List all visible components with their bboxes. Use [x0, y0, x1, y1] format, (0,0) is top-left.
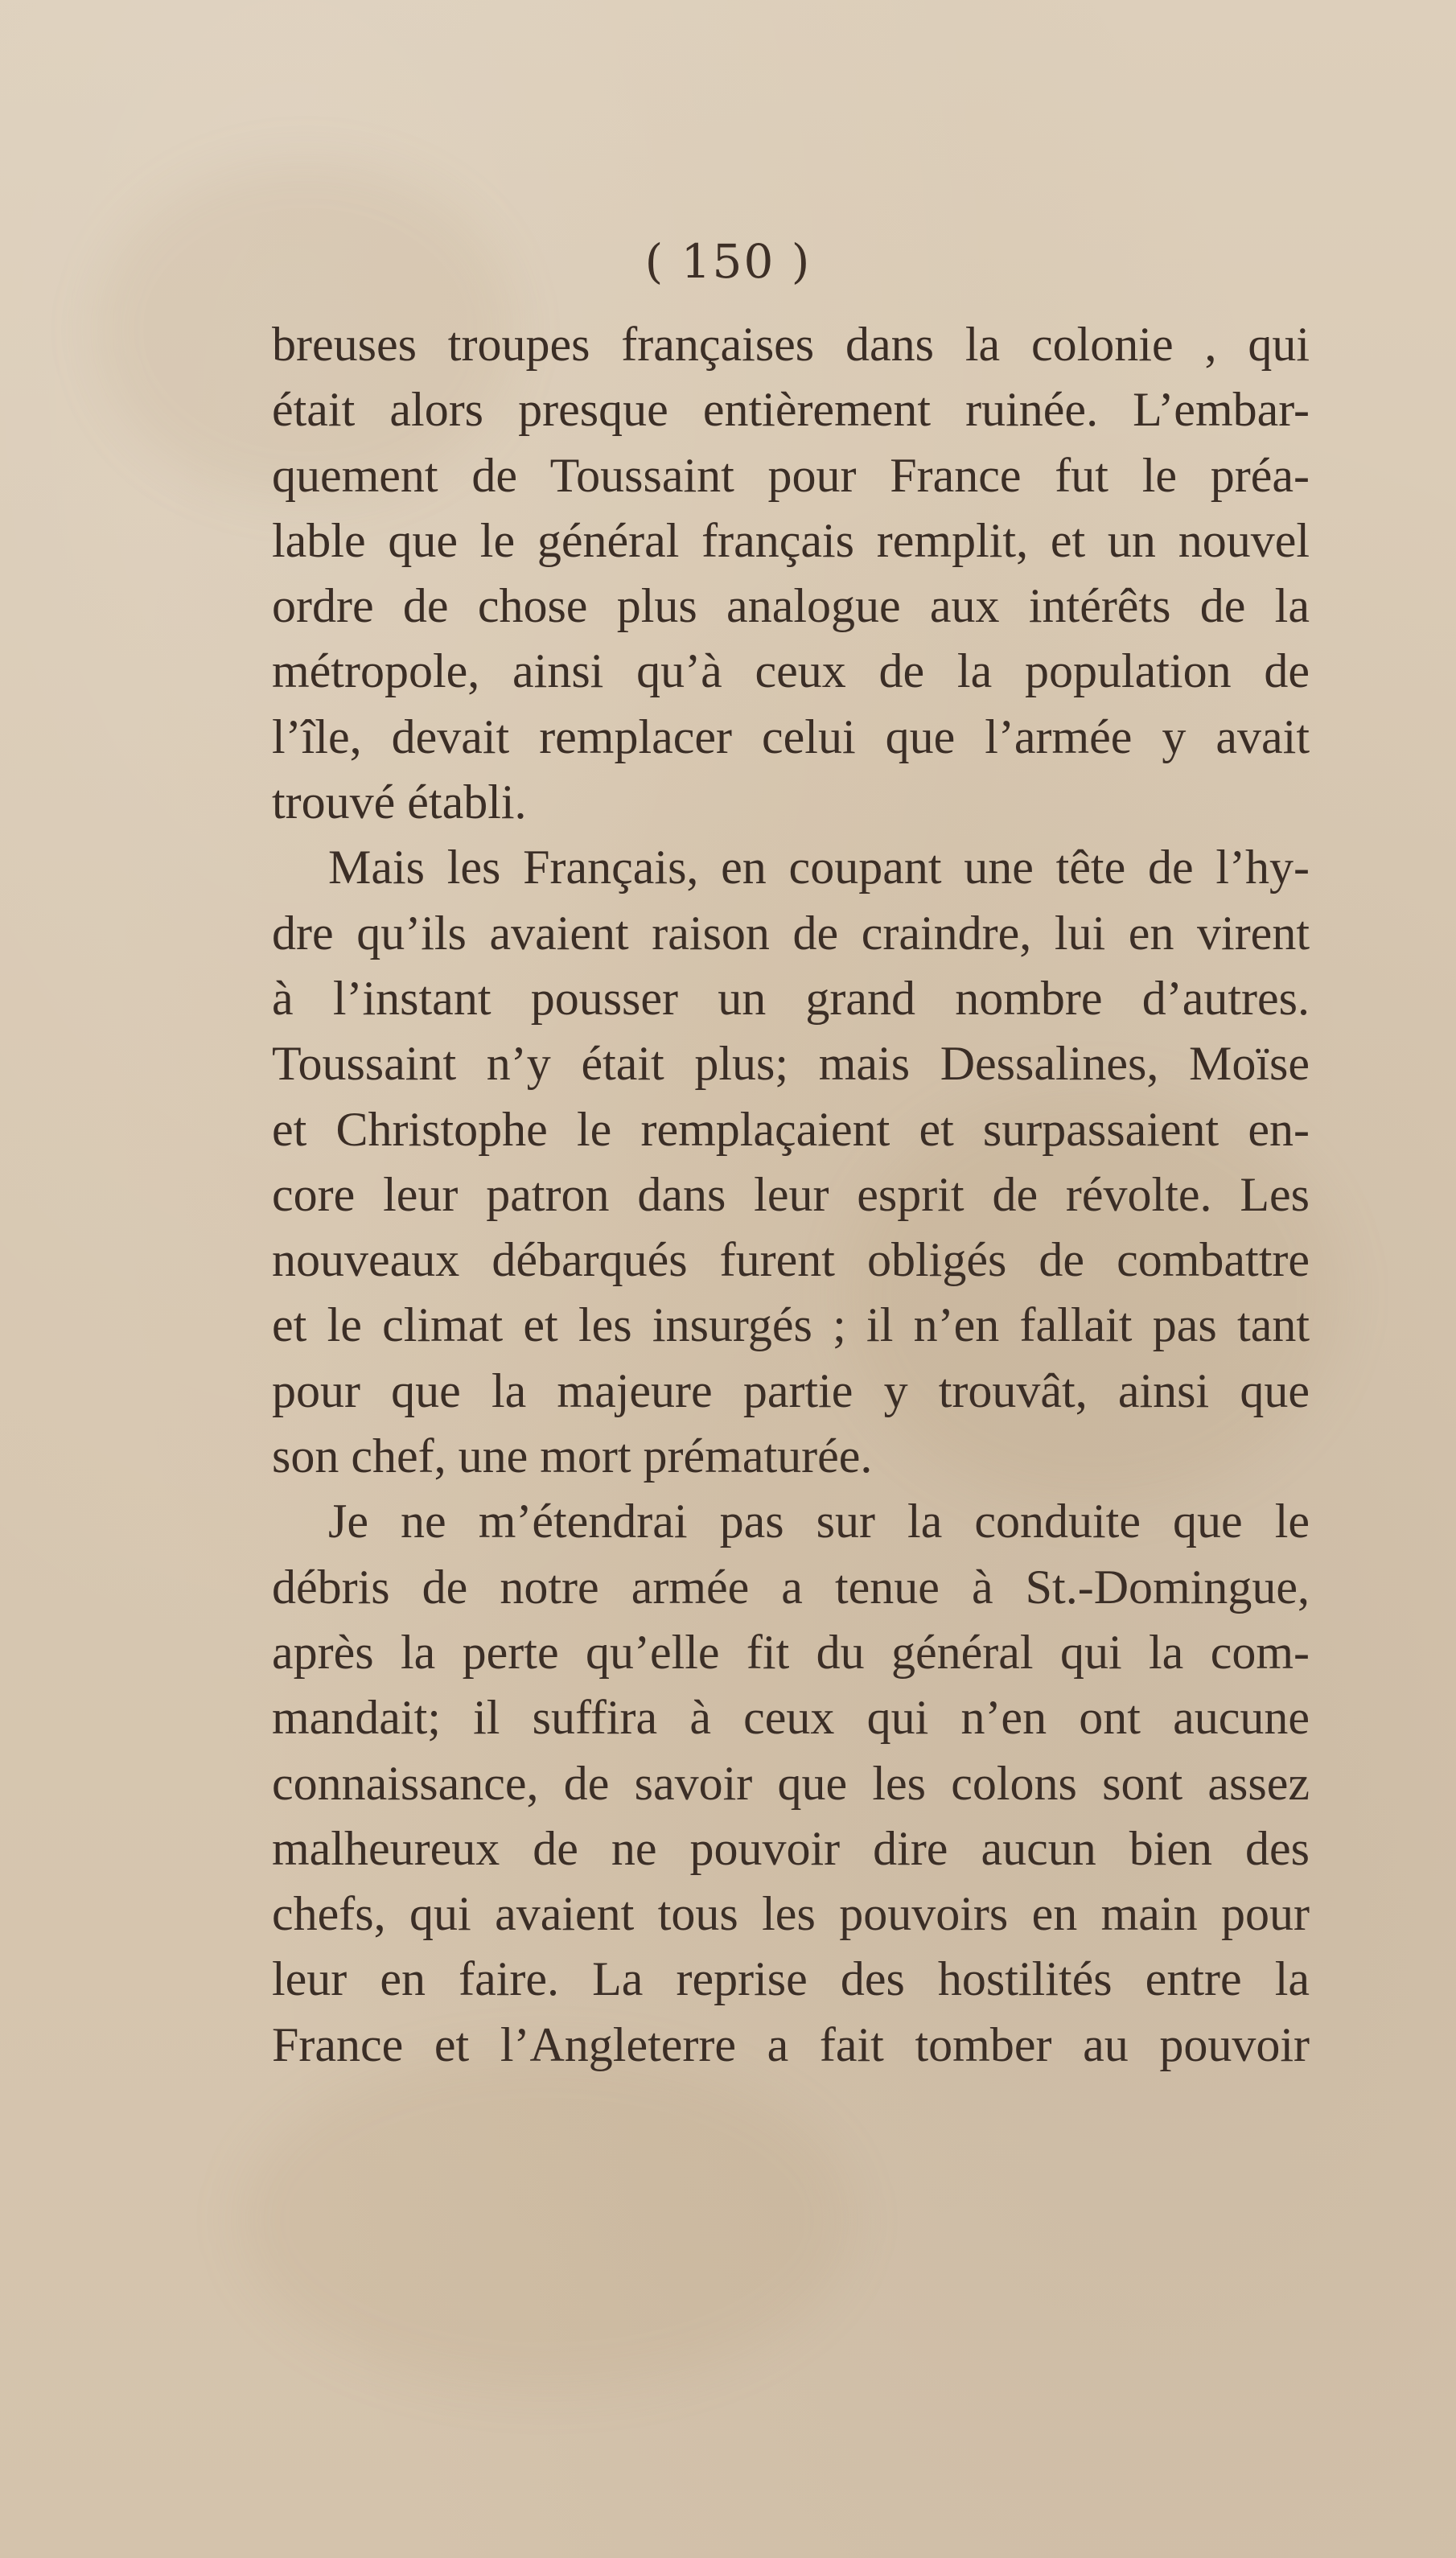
text-line: débris de notre armée a tenue à St.-Domingue, [272, 1560, 1310, 1614]
text-line: mandait; il suffira à ceux qui n’en ont aucune [272, 1691, 1310, 1745]
paragraph-3 [272, 1489, 1310, 2078]
text-line: après la perte qu’elle fit du général qui la com- [272, 1625, 1310, 1679]
text-line: était alors presque entièrement ruinée. L’embar- [272, 383, 1310, 437]
text-line: chefs, qui avaient tous les pouvoirs en main pour [272, 1887, 1310, 1941]
text-line: pour que la majeure partie y trouvât, ainsi que [272, 1363, 1310, 1417]
paper-stain [241, 2051, 853, 2389]
text-line: trouvé établi. [272, 775, 527, 829]
text-line: Toussaint n’y était plus; mais Dessalines, Moïse [272, 1037, 1310, 1091]
text-line: malheureux de ne pouvoir dire aucun bien des [272, 1821, 1310, 1875]
text-line: son chef, une mort prématurée. [272, 1429, 873, 1483]
text-line: et Christophe le remplaçaient et surpassaient en- [272, 1102, 1310, 1156]
text-line: Je ne m’étendrai pas sur la conduite que le [328, 1495, 1310, 1548]
text-line: à l’instant pousser un grand nombre d’autres. [272, 971, 1310, 1025]
text-line: France et l’Angleterre a fait tomber au pouvoir [272, 2017, 1310, 2071]
text-line: connaissance, de savoir que les colons sont assez [272, 1756, 1310, 1810]
text-line: métropole, ainsi qu’à ceux de la population de [272, 644, 1310, 698]
body-text [272, 312, 1310, 2078]
text-line: et le climat et les insurgés ; il n’en fallait pas tant [272, 1298, 1310, 1352]
text-line: quement de Toussaint pour France fut le préa- [272, 448, 1310, 502]
text-line: leur en faire. La reprise des hostilités entre la [272, 1952, 1310, 2006]
paragraph-2 [272, 835, 1310, 1489]
paragraph-1 [272, 312, 1310, 835]
text-line: Mais les Français, en coupant une tête de l’hy- [328, 841, 1310, 894]
text-line: l’île, devait remplacer celui que l’armée y avait [272, 709, 1310, 763]
text-line: breuses troupes françaises dans la colonie , qui [272, 318, 1310, 371]
text-line: lable que le général français remplit, et un nouvel [272, 513, 1310, 567]
text-line: dre qu’ils avaient raison de craindre, lui en virent [272, 906, 1310, 960]
page-number: ( 150 ) [644, 234, 812, 289]
text-line: nouveaux débarqués furent obligés de combattre [272, 1233, 1310, 1287]
text-line: ordre de chose plus analogue aux intérêts de la [272, 579, 1310, 633]
text-line: core leur patron dans leur esprit de révolte. Les [272, 1167, 1310, 1221]
